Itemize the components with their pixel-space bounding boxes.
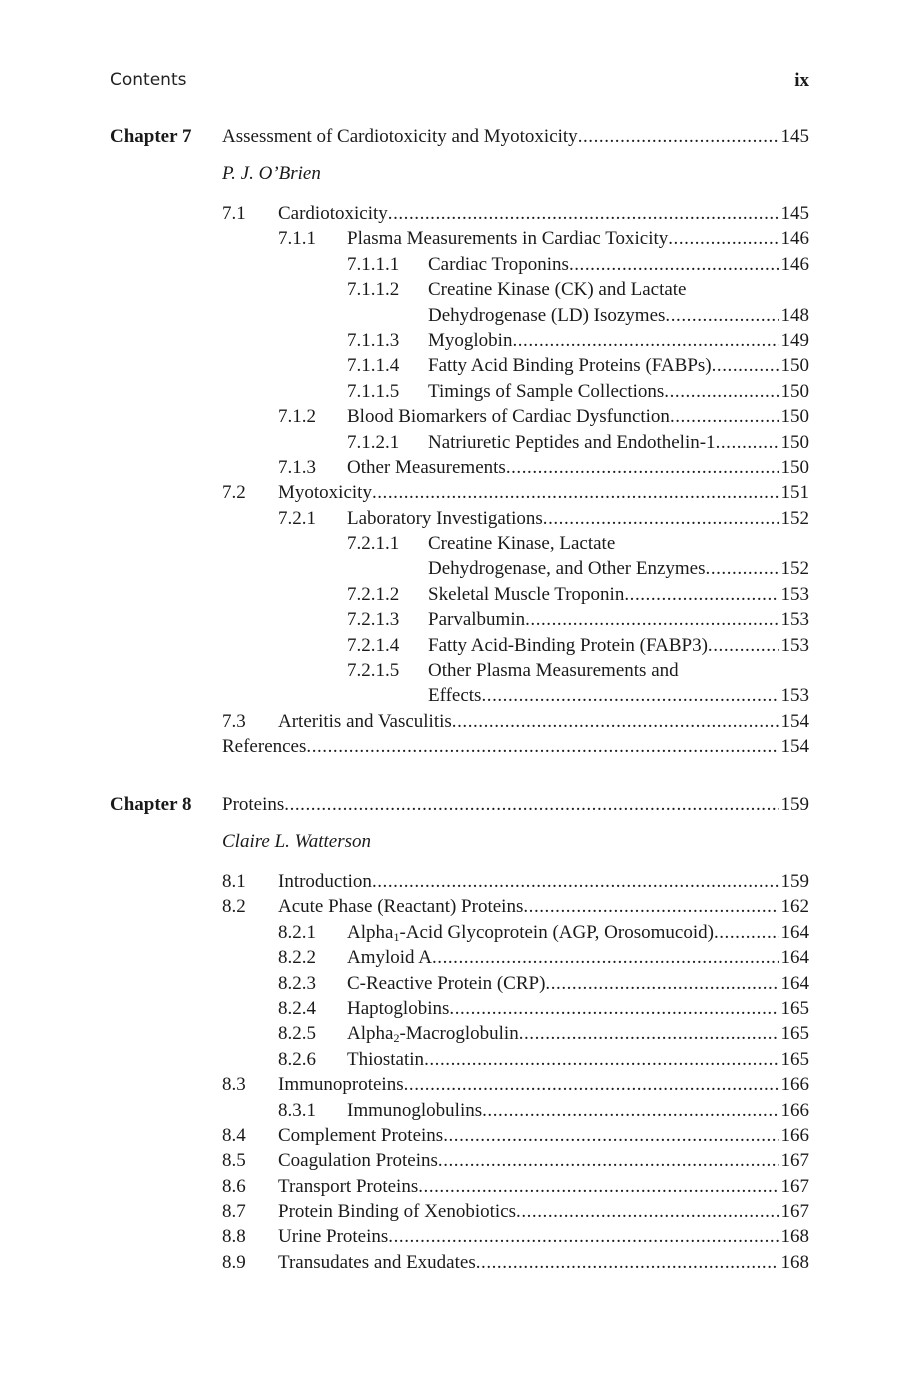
entry-page: 167 [780, 1201, 809, 1223]
entry-title [347, 971, 545, 996]
entry-title-leader [428, 556, 809, 581]
section-number: 7.3 [222, 710, 246, 732]
entry-page: 153 [780, 609, 809, 631]
section-number: 7.1.1.1 [347, 253, 400, 275]
toc-entry[interactable] [222, 1021, 809, 1046]
toc-entry[interactable] [222, 1047, 809, 1072]
entry-page: 153 [780, 685, 809, 707]
entry-title [278, 894, 523, 919]
entry-title [428, 430, 716, 455]
section-number: 7.1.1.5 [347, 380, 400, 402]
entry-page: 168 [780, 1226, 809, 1248]
toc-entry[interactable] [222, 379, 809, 404]
entry-title-leader [347, 971, 809, 996]
entry-page: 150 [780, 355, 809, 377]
entry-title [347, 996, 449, 1021]
entry-title-text: Urine Proteins [278, 1226, 389, 1248]
chapter-title-link[interactable] [222, 126, 809, 148]
entry-title-text: Amyloid A [347, 947, 432, 969]
entry-title [428, 633, 708, 658]
entry-title [347, 920, 714, 945]
entry-page: 168 [780, 1251, 809, 1273]
entry-title [347, 226, 668, 251]
leader-dots [372, 480, 779, 505]
chapter-label: Chapter 7 [110, 126, 192, 147]
toc-entry[interactable] [222, 1199, 809, 1224]
entry-title [428, 683, 481, 708]
entry-title-leader [347, 996, 809, 1021]
entry-title [347, 455, 506, 480]
section-number: 7.2.1.2 [347, 583, 400, 605]
entry-title [428, 252, 569, 277]
page-number: ix [794, 70, 809, 91]
entry-title-leader [347, 506, 809, 531]
entry-title [278, 201, 388, 226]
leader-dots [519, 1021, 779, 1046]
leader-dots [516, 1199, 778, 1224]
entry-title [347, 1098, 482, 1123]
entry-title-text: Fatty Acid Binding Proteins (FABPs) [428, 355, 712, 377]
toc-entry[interactable] [222, 920, 809, 945]
entry-page: 167 [780, 1150, 809, 1172]
entry-page: 150 [780, 456, 809, 478]
leader-dots [624, 582, 778, 607]
toc-entry[interactable] [222, 709, 809, 734]
entry-page: 150 [780, 380, 809, 402]
toc-entry[interactable] [222, 1224, 809, 1249]
entry-title-text: Acute Phase (Reactant) Proteins [278, 896, 524, 918]
section-number: 8.2 [222, 896, 246, 918]
entry-title-text: Timings of Sample Collections [428, 380, 665, 402]
section-number: 8.9 [222, 1251, 246, 1273]
leader-dots [424, 1047, 778, 1072]
entry-title-text: Laboratory Investigations [347, 507, 543, 529]
section-number: 8.2.4 [278, 997, 316, 1019]
leader-dots [372, 869, 779, 894]
entry-page: 166 [780, 1099, 809, 1121]
leader-dots [523, 894, 778, 919]
entry-title-text: Immunoproteins [278, 1074, 404, 1096]
section-number: 8.2.2 [278, 947, 316, 969]
section-number: 8.3 [222, 1074, 246, 1096]
entry-title [278, 869, 372, 894]
toc-entry[interactable] [222, 1174, 809, 1199]
toc-entry[interactable] [222, 945, 809, 970]
chapter-title-link[interactable] [222, 794, 809, 816]
leader-dots [506, 455, 779, 480]
leader-dots [284, 794, 778, 816]
toc-entry[interactable] [222, 971, 809, 996]
entry-title [428, 328, 512, 353]
entry-page: 150 [780, 431, 809, 453]
leader-dots [714, 920, 779, 945]
toc-entry[interactable] [222, 1098, 809, 1123]
toc-entries [222, 869, 809, 1275]
entry-title-text: Myoglobin [428, 329, 513, 351]
entry-title-leader [278, 1199, 809, 1224]
toc-entry[interactable] [222, 480, 809, 505]
section-number: 7.2.1 [278, 507, 316, 529]
leader-dots [664, 379, 778, 404]
entry-title-text: Effects [428, 685, 482, 707]
entry-page: 152 [780, 507, 809, 529]
entry-title-text-after: -Acid Glycoprotein (AGP, Orosomucoid) [399, 921, 714, 943]
entry-title [428, 556, 706, 581]
section-number: 8.3.1 [278, 1099, 316, 1121]
section-number: 7.1.2 [278, 406, 316, 428]
entry-title-text: C-Reactive Protein (CRP) [347, 972, 546, 994]
entry-title-text: Blood Biomarkers of Cardiac Dysfunction [347, 406, 670, 428]
entry-page: 159 [780, 871, 809, 892]
entry-title-leader [428, 303, 809, 328]
toc-entry[interactable] [222, 531, 809, 556]
toc-entries [222, 201, 809, 760]
leader-dots [438, 1148, 779, 1173]
leader-dots [476, 1250, 779, 1275]
leader-dots [525, 607, 778, 632]
entry-title [278, 1123, 443, 1148]
entry-title-leader [278, 894, 809, 919]
leader-dots [665, 303, 778, 328]
chapter-author: Claire L. Watterson [222, 831, 372, 852]
entry-page: 148 [780, 304, 809, 326]
section-number: 8.8 [222, 1226, 246, 1248]
entry-title-leader [278, 869, 809, 894]
entry-title-leader [428, 328, 809, 353]
leader-dots [708, 633, 779, 658]
entry-title-leader [428, 430, 809, 455]
entry-title-text: Other Measurements [347, 456, 506, 478]
leader-dots [388, 201, 779, 226]
entry-title: Creatine Kinase, Lactate [428, 533, 616, 555]
entry-page: 164 [780, 972, 809, 994]
section-number: 8.7 [222, 1201, 246, 1223]
leader-dots [443, 1123, 778, 1148]
section-number: 7.2.1.1 [347, 533, 400, 555]
entry-title-text: Cardiac Troponins [428, 253, 569, 275]
toc-entry[interactable] [222, 1123, 809, 1148]
section-number: 7.2.1.3 [347, 609, 400, 631]
entry-title-leader [347, 226, 809, 251]
entry-page: 153 [780, 583, 809, 605]
section-number: 7.1.2.1 [347, 431, 400, 453]
section-number: 8.2.1 [278, 921, 316, 943]
leader-dots [481, 683, 778, 708]
leader-dots [668, 226, 778, 251]
entry-title-text: Skeletal Muscle Troponin [428, 583, 625, 605]
entry-title [347, 404, 670, 429]
section-number: 8.1 [222, 871, 246, 892]
chapter-label: Chapter 8 [110, 794, 192, 815]
entry-title-leader [278, 201, 809, 226]
toc-entry[interactable] [222, 1148, 809, 1173]
entry-page: 146 [780, 253, 809, 275]
entry-title [278, 1199, 516, 1224]
entry-title [278, 1072, 404, 1097]
leader-dots [578, 126, 779, 148]
chapter-7-block [110, 126, 809, 760]
entry-title [428, 303, 665, 328]
entry-page: 164 [780, 947, 809, 969]
toc-entry[interactable] [222, 582, 809, 607]
leader-dots [404, 1072, 779, 1097]
entry-page: 146 [780, 228, 809, 250]
entry-title-text: Transport Proteins [278, 1175, 419, 1197]
section-number: 7.2.1.4 [347, 634, 400, 656]
leader-dots [543, 506, 779, 531]
entry-title-leader [278, 1224, 809, 1249]
toc-entry[interactable] [222, 1072, 809, 1097]
entry-title [428, 379, 664, 404]
section-number: 8.2.3 [278, 972, 316, 994]
toc-entry[interactable] [222, 404, 809, 429]
entry-title-text: Protein Binding of Xenobiotics [278, 1201, 517, 1223]
entry-title [222, 734, 306, 759]
entry-title-leader [347, 945, 809, 970]
entry-title-text: Plasma Measurements in Cardiac Toxicity [347, 228, 669, 250]
toc-entry[interactable] [222, 226, 809, 251]
section-number: 7.1.3 [278, 456, 316, 478]
entry-title-text: Thiostatin [347, 1048, 425, 1070]
entry-title-text: Fatty Acid-Binding Protein (FABP3) [428, 634, 708, 656]
entry-title-leader [347, 920, 809, 945]
entry-title [278, 480, 372, 505]
entry-title-leader [347, 1021, 809, 1046]
entry-title-text-after: -Macroglobulin [399, 1023, 519, 1045]
section-number: 8.4 [222, 1124, 246, 1146]
entry-title [347, 1047, 424, 1072]
entry-title: Other Plasma Measurements and [428, 660, 679, 682]
entry-title-leader [347, 404, 809, 429]
entry-title: Creatine Kinase (CK) and Lactate [428, 279, 687, 301]
leader-dots [418, 1174, 778, 1199]
entry-title-text: Complement Proteins [278, 1124, 444, 1146]
leader-dots [449, 996, 778, 1021]
leader-dots [712, 353, 779, 378]
entry-title [278, 1250, 476, 1275]
section-number: 8.2.6 [278, 1048, 316, 1070]
entry-title-text: Dehydrogenase, and Other Enzymes [428, 558, 706, 580]
chapter-page: 159 [780, 794, 809, 815]
toc-entry[interactable] [222, 201, 809, 226]
entry-title-leader [428, 582, 809, 607]
subscript: 2 [393, 1031, 400, 1046]
entry-page: 151 [780, 482, 809, 504]
toc-entry[interactable] [222, 734, 809, 759]
entry-title-leader [428, 353, 809, 378]
entry-title [278, 1174, 418, 1199]
entry-title [347, 506, 543, 531]
entry-title-text: References [222, 736, 307, 758]
entry-page: 162 [780, 896, 809, 918]
entry-title-text: Dehydrogenase (LD) Isozymes [428, 304, 666, 326]
toc-entry[interactable] [222, 1250, 809, 1275]
entry-title [278, 1224, 388, 1249]
leader-dots [569, 252, 779, 277]
entry-title-leader [347, 1047, 809, 1072]
entry-title-leader [347, 1098, 809, 1123]
entry-title-text: Alpha [347, 921, 394, 943]
entry-title-text: Myotoxicity [278, 482, 372, 504]
entry-title [347, 945, 432, 970]
section-number: 7.2 [222, 482, 246, 504]
entry-page: 145 [780, 203, 809, 224]
toc-entry[interactable] [222, 607, 809, 632]
entry-page: 153 [780, 634, 809, 656]
section-number: 7.1.1.3 [347, 329, 400, 351]
leader-dots [432, 945, 779, 970]
chapter-heading [110, 794, 809, 820]
section-number: 7.1.1 [278, 228, 316, 250]
entry-page: 149 [780, 329, 809, 351]
entry-title-leader [428, 607, 809, 632]
running-head-title: Contents [110, 70, 187, 90]
chapter-author: P. J. O’Brien [222, 163, 321, 184]
entry-title-leader [347, 455, 809, 480]
entry-title-text: Cardiotoxicity [278, 203, 388, 224]
entry-page: 154 [780, 710, 809, 732]
toc-entry[interactable] [222, 430, 809, 455]
entry-title [278, 709, 452, 734]
entry-page: 166 [780, 1124, 809, 1146]
entry-title-text: Arteritis and Vasculitis [278, 710, 452, 732]
entry-page: 150 [780, 406, 809, 428]
section-number: 7.1.1.4 [347, 355, 400, 377]
entry-title-text: Natriuretic Peptides and Endothelin-1 [428, 431, 716, 453]
entry-title-text: Introduction [278, 871, 372, 892]
entry-page: 165 [780, 1023, 809, 1045]
leader-dots [482, 1098, 778, 1123]
section-number: 7.1 [222, 203, 246, 224]
entry-title-leader [428, 252, 809, 277]
entry-title-leader [428, 379, 809, 404]
entry-page: 165 [780, 1048, 809, 1070]
subscript: 1 [393, 929, 400, 944]
entry-title-leader [278, 480, 809, 505]
entry-title-leader [278, 1174, 809, 1199]
entry-title-leader [278, 1148, 809, 1173]
chapter-heading [110, 126, 809, 152]
entry-page: 166 [780, 1074, 809, 1096]
toc-entry[interactable] [222, 996, 809, 1021]
chapter-title: Assessment of Cardiotoxicity and Myotoxicity [222, 126, 578, 147]
entry-title-text: Immunoglobulins [347, 1099, 483, 1121]
section-number: 8.5 [222, 1150, 246, 1172]
leader-dots [716, 430, 779, 455]
entry-title-leader [278, 1123, 809, 1148]
leader-dots [306, 734, 778, 759]
entry-page: 154 [780, 736, 809, 758]
leader-dots [670, 404, 779, 429]
entry-title-text: Coagulation Proteins [278, 1150, 438, 1172]
toc-entry[interactable] [222, 683, 809, 708]
entry-page: 152 [780, 558, 809, 580]
entry-title [428, 353, 712, 378]
entry-title-text: Haptoglobins [347, 997, 450, 1019]
entry-page: 165 [780, 997, 809, 1019]
chapter-title: Proteins [222, 794, 285, 815]
leader-dots [452, 709, 779, 734]
toc-entry[interactable] [222, 328, 809, 353]
chapter-page: 145 [780, 126, 809, 147]
entry-title-text: Parvalbumin [428, 609, 526, 631]
entry-title [428, 607, 525, 632]
leader-dots [512, 328, 778, 353]
leader-dots [545, 971, 778, 996]
entry-title-leader [428, 633, 809, 658]
toc-entry[interactable] [222, 556, 809, 581]
entry-title [428, 582, 624, 607]
entry-title-leader [428, 683, 809, 708]
section-number: 8.2.5 [278, 1023, 316, 1045]
toc-entry[interactable] [222, 455, 809, 480]
entry-title [278, 1148, 438, 1173]
entry-title-text: Transudates and Exudates [278, 1251, 476, 1273]
toc-entry[interactable] [222, 633, 809, 658]
section-number: 7.1.1.2 [347, 279, 400, 301]
toc-entry[interactable] [222, 869, 809, 894]
entry-title-leader [278, 1072, 809, 1097]
section-number: 8.6 [222, 1175, 246, 1197]
toc-entry[interactable] [222, 894, 809, 919]
chapter-8-block [110, 794, 809, 1275]
toc-entry[interactable] [222, 277, 809, 302]
toc-entry[interactable] [222, 658, 809, 683]
running-head [110, 70, 809, 94]
toc-entry[interactable] [222, 252, 809, 277]
entry-page: 167 [780, 1175, 809, 1197]
toc-entry[interactable] [222, 506, 809, 531]
toc-entry[interactable] [222, 353, 809, 378]
section-number: 7.2.1.5 [347, 660, 400, 682]
entry-title-leader [278, 1250, 809, 1275]
entry-title [347, 1021, 519, 1046]
toc-entry[interactable] [222, 303, 809, 328]
leader-dots [388, 1224, 778, 1249]
entry-title-text: Alpha [347, 1023, 394, 1045]
entry-title-leader [278, 709, 809, 734]
entry-page: 164 [780, 921, 809, 943]
entry-title-leader [222, 734, 809, 759]
leader-dots [706, 556, 779, 581]
